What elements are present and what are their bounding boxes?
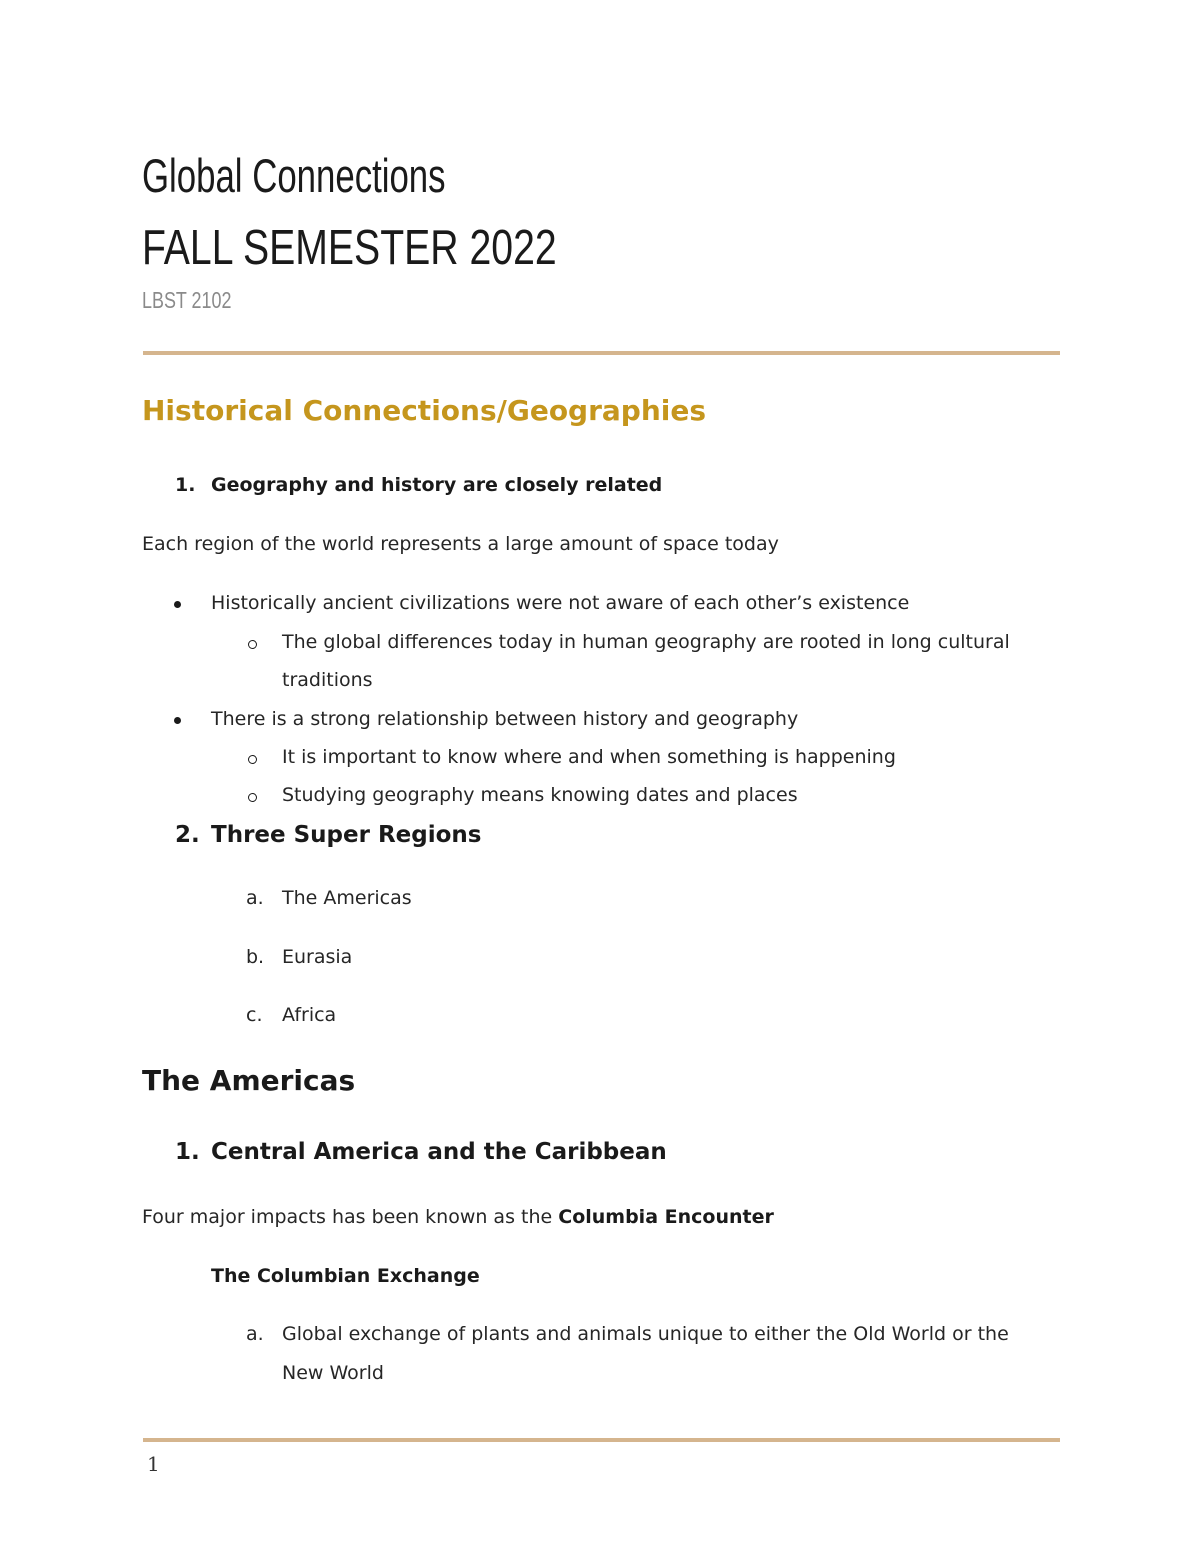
sub-bullet-text-continued: traditions (282, 669, 373, 691)
list-text: Global exchange of plants and animals unique to either the Old World or the (282, 1323, 1009, 1345)
region-label: Africa (282, 1004, 337, 1026)
course-code: LBST 2102 (142, 287, 232, 313)
semester-title: FALL SEMESTER 2022 (142, 221, 557, 275)
list-item-heading: Three Super Regions (211, 822, 482, 848)
paragraph: Each region of the world represents a large amount of space today (142, 533, 779, 555)
region-label: The Americas (282, 887, 412, 909)
footer-divider (143, 1438, 1060, 1442)
region-marker: a. (246, 887, 264, 909)
subheading: The Columbian Exchange (211, 1265, 480, 1287)
sub-bullet-icon (248, 640, 257, 649)
paragraph (142, 1206, 774, 1228)
document-title: Global Connections (142, 149, 446, 202)
list-item-heading: Central America and the Caribbean (211, 1139, 667, 1165)
region-label: Eurasia (282, 946, 353, 968)
list-number: 1. (175, 1139, 200, 1165)
bullet-icon (174, 601, 181, 608)
paragraph-bold-term: Columbia Encounter (558, 1206, 774, 1228)
paragraph-text: Four major impacts has been known as the (142, 1206, 559, 1228)
list-item-heading: Geography and history are closely related (211, 474, 663, 496)
list-text-continued: New World (282, 1362, 384, 1384)
list-number: 2. (175, 822, 200, 848)
sub-bullet-text: Studying geography means knowing dates and places (282, 784, 798, 806)
section-heading-historical: Historical Connections/Geographies (142, 394, 707, 427)
page-number: 1 (147, 1452, 160, 1476)
section-heading-americas: The Americas (142, 1064, 356, 1097)
bullet-text: There is a strong relationship between history and geography (211, 708, 799, 730)
sub-bullet-text: It is important to know where and when something is happening (282, 746, 896, 768)
sub-bullet-icon (248, 793, 257, 802)
bullet-text: Historically ancient civilizations were not aware of each other’s existence (211, 592, 910, 614)
region-marker: b. (246, 946, 265, 968)
header-divider (143, 351, 1060, 355)
list-number: 1. (175, 474, 196, 496)
sub-bullet-icon (248, 755, 257, 764)
bullet-icon (174, 717, 181, 724)
list-marker: a. (246, 1323, 264, 1345)
sub-bullet-text: The global differences today in human geography are rooted in long cultural (282, 631, 1010, 653)
region-marker: c. (246, 1004, 263, 1026)
